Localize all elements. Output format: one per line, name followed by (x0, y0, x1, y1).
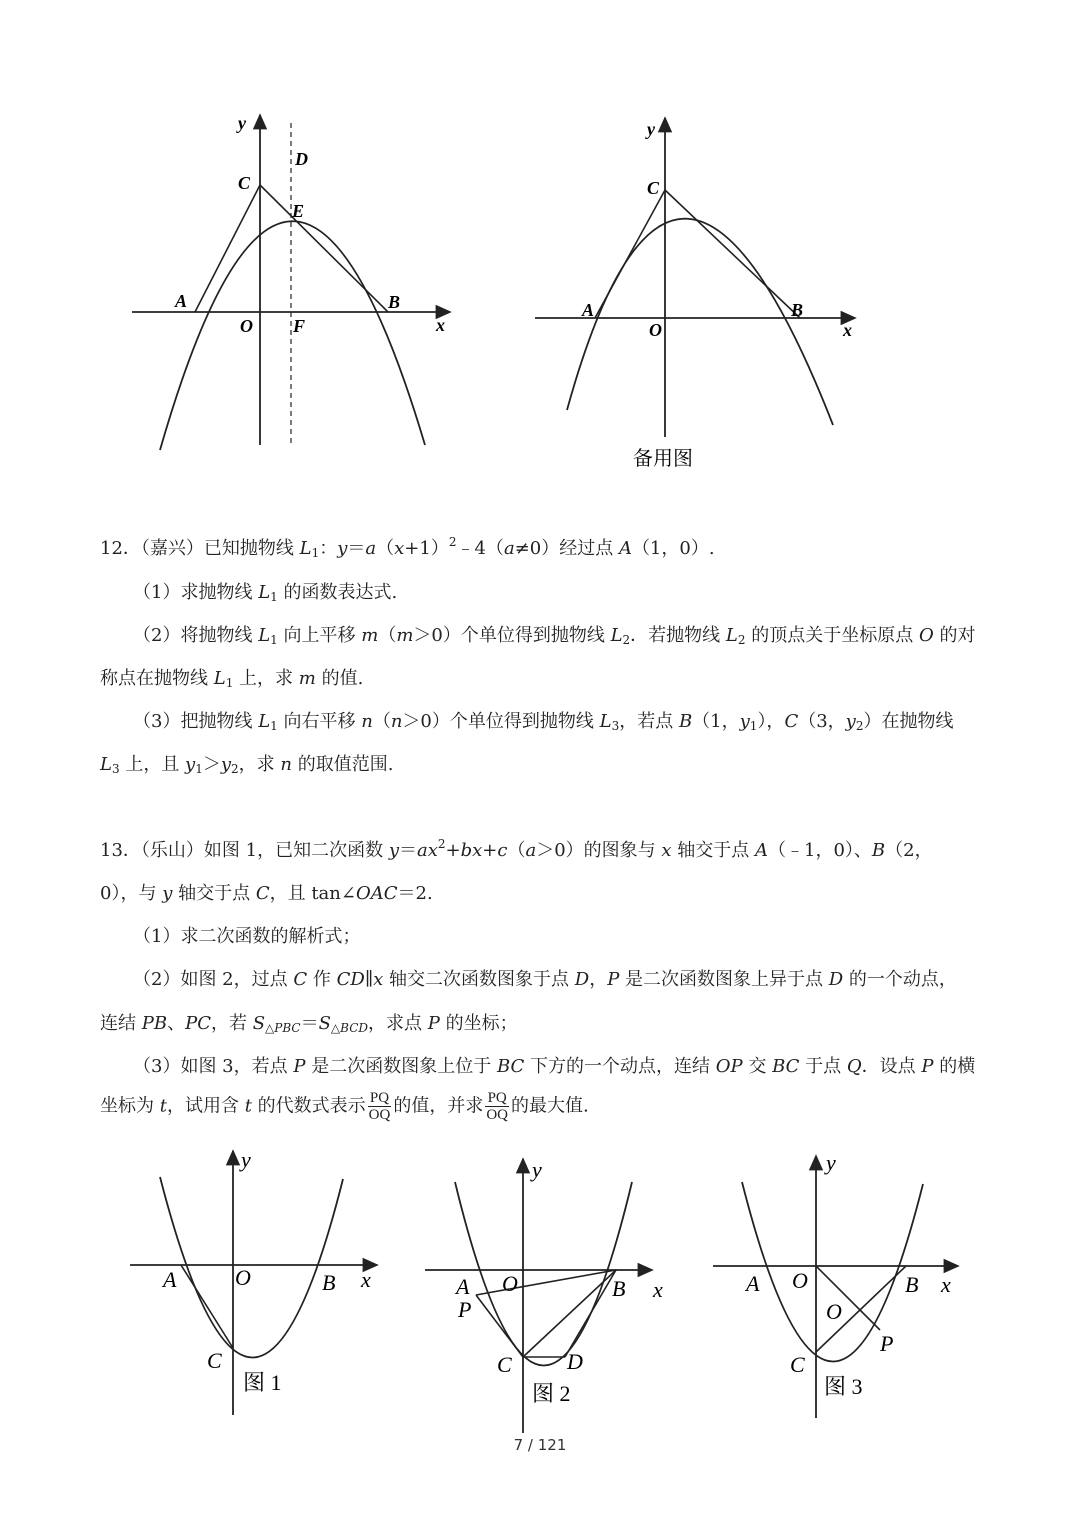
label-a: A (746, 1271, 760, 1296)
parabola (742, 1182, 923, 1362)
figure-top-2 (525, 110, 870, 475)
q12-part3-line1: （3）把抛物线 $L_1$ 向右平移 n（n＞0）个单位得到抛物线 $L_3$，若点 B（1，$y_1$），C（3，$y_2$）在抛物线 (133, 711, 954, 733)
label-y: y (647, 119, 655, 139)
label-f: F (293, 316, 306, 336)
caption: 图 1 (243, 1370, 282, 1395)
label-c: C (207, 1348, 222, 1373)
segment-db (565, 1270, 616, 1357)
segment-ac (181, 1265, 233, 1348)
label-a: A (175, 291, 188, 311)
segment-ac (195, 185, 260, 312)
segment-cb (523, 1270, 616, 1357)
label-b: B (791, 300, 804, 320)
label-o: O (240, 316, 253, 336)
label-c: C (238, 173, 251, 193)
label-a: A (456, 1274, 470, 1299)
label-y: y (241, 1147, 251, 1172)
label-x: x (436, 315, 445, 335)
label-b: B (612, 1276, 626, 1301)
label-p: P (880, 1331, 894, 1356)
q13-stem-line1: 13．（乐山）如图 1，已知二次函数 $y=ax^2+bx+c(a>0)$的图象与 x 轴交于点 A（﹣1，0）、B（2， (100, 837, 933, 861)
caption: 备用图 (633, 446, 693, 470)
q13-part3-line1: （3）如图 3，若点 P 是二次函数图象上位于 BC 下方的一个动点，连结 OP 交 BC 于点 Q．设点 P 的横 (133, 1056, 976, 1077)
q13-part3-line2: 坐标为 t，试用含 t 的代数式表示 $\frac{PQ}{OQ}$ 的值，并求 $\frac{PQ}{OQ}$ 的最大值. (100, 1090, 589, 1123)
label-y: y (532, 1157, 542, 1182)
label-c: C (647, 178, 660, 198)
figure-bottom-3 (708, 1150, 973, 1420)
label-x: x (843, 320, 852, 340)
segment-pc (476, 1295, 523, 1357)
label-o: O (235, 1265, 251, 1290)
label-o: O (649, 320, 662, 340)
segment-cb (665, 190, 800, 318)
page-number: 7 / 121 (513, 1436, 567, 1454)
label-x: x (361, 1267, 371, 1292)
q13-part2-line1: （2）如图 2，过点 C 作 CD∥x 轴交二次函数图象于点 D，P 是二次函数图象上异于点 D 的一个动点， (133, 969, 957, 990)
label-p: P (458, 1297, 472, 1322)
label-b: B (905, 1272, 919, 1297)
parabola (160, 1177, 343, 1358)
label-c: C (497, 1352, 512, 1377)
label-a: A (163, 1267, 177, 1292)
fraction-pq-oq: $\frac{PQ}{OQ}$ (368, 1090, 391, 1123)
figure-bottom-1 (125, 1145, 390, 1425)
q12-part2-line1: （2）将抛物线 $L_1$ 向上平移 m（m＞0）个单位得到抛物线 $L_2$．若抛物线 $L_2$ 的顶点关于坐标原点 O 的对 (133, 625, 976, 647)
label-b: B (388, 292, 401, 312)
label-o: O (502, 1271, 518, 1296)
label-c: C (790, 1352, 805, 1377)
label-o: O (792, 1268, 808, 1293)
label-e: E (292, 201, 305, 221)
label-x: x (941, 1272, 951, 1297)
q12-part1: （1）求抛物线 $L_1$ 的函数表达式. (133, 582, 398, 604)
segment-cb (260, 185, 388, 312)
figure-top-1 (120, 105, 470, 455)
q13-stem-line2: 0），与 y 轴交于点 C，且 tan∠OAC＝2. (100, 883, 433, 904)
q13-part2-line2: 连结 PB、PC，若 $S_{\triangle PBC}=S_{\triangle BCD}$，求点 P 的坐标； (100, 1013, 518, 1035)
label-x: x (653, 1277, 663, 1302)
q12-part3-line2: $L_3$ 上，且 $y_1>y_2$，求 n 的取值范围. (100, 754, 394, 776)
q12-stem: 12．（嘉兴）已知抛物线 $L_1$：$y=a(x+1)^2﹣4(a\ne 0)$经过点 A（1，0）. (100, 535, 715, 560)
segment-ac (595, 190, 665, 318)
segment-pb (476, 1270, 616, 1295)
parabola (567, 219, 833, 425)
label-d: D (567, 1349, 583, 1374)
figure-bottom-2 (420, 1155, 680, 1445)
caption: 图 3 (824, 1374, 863, 1399)
label-b: B (322, 1270, 336, 1295)
label-y: y (826, 1150, 836, 1175)
q12-part2-line2: 称点在抛物线 $L_1$ 上，求 m 的值. (100, 668, 364, 690)
fraction-pq-oq-2: $\frac{PQ}{OQ}$ (486, 1090, 509, 1123)
label-d: D (295, 149, 308, 169)
label-a: A (582, 300, 595, 320)
label-y: y (238, 113, 246, 133)
q13-part1: （1）求二次函数的解析式； (133, 926, 361, 947)
caption: 图 2 (532, 1381, 571, 1406)
label-q: O (826, 1299, 842, 1324)
